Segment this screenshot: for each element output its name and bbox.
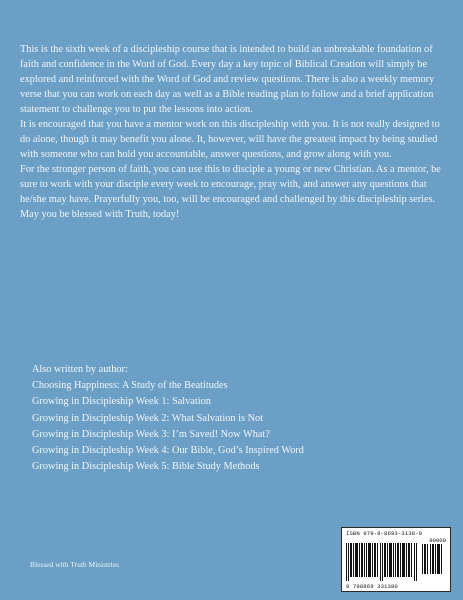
book-title-item: Growing in Discipleship Week 4: Our Bible, God’s Inspired Word <box>32 445 304 457</box>
book-title-item: Choosing Happiness: A Study of the Beatitudes <box>32 380 228 392</box>
blessing-line: May you be blessed with Truth, today! <box>20 209 180 220</box>
description-block <box>20 42 452 222</box>
isbn-barcode <box>341 527 451 592</box>
description-paragraph-3: For the stronger person of faith, you can use this to disciple a young or new Christian. As a mentor, be sure to work with your disciple every week to encourage, pray with, and answer any questions that he/she may have. Prayerfully you, too, will be encouraged and challenged by this discipleship series. <box>20 164 441 205</box>
other-books-heading: Also written by author: <box>32 364 128 375</box>
price-code: 90000 <box>429 537 446 544</box>
isbn-text: ISBN 979-8-8693-3138-0 <box>346 530 423 537</box>
description-paragraph-1: This is the sixth week of a discipleship course that is intended to build an unbreakable foundation of faith and confidence in the Word of God. Every day a key topic of Biblical Creation will simply be explored and reinforced with the Word of God and review questions. There is also a weekly memory verse that you can work on each day as well as a Bible reading plan to follow and a brief application statement to challenge you to put the lessons into action. <box>20 44 435 115</box>
description-paragraph-2: It is encouraged that you have a mentor work on this discipleship with you. It is not really designed to do alone, though it may benefit you alone. It, however, will have the greatest impact by being studied with someone who can hold you accountable, answer questions, and grow along with you. <box>20 119 440 160</box>
other-books-list <box>32 362 432 475</box>
book-title-item: Growing in Discipleship Week 5: Bible Study Methods <box>32 461 260 473</box>
ean-number: 9 798869 331380 <box>346 583 398 590</box>
book-title-item: Growing in Discipleship Week 3: I’m Saved! Now What? <box>32 428 270 440</box>
book-title-item: Growing in Discipleship Week 2: What Salvation is Not <box>32 412 264 424</box>
publisher-name: Blessed with Truth Ministries <box>30 560 119 569</box>
ean-bars-icon <box>346 543 418 581</box>
price-bars-icon <box>422 544 444 574</box>
book-title-item: Growing in Discipleship Week 1: Salvation <box>32 396 211 408</box>
